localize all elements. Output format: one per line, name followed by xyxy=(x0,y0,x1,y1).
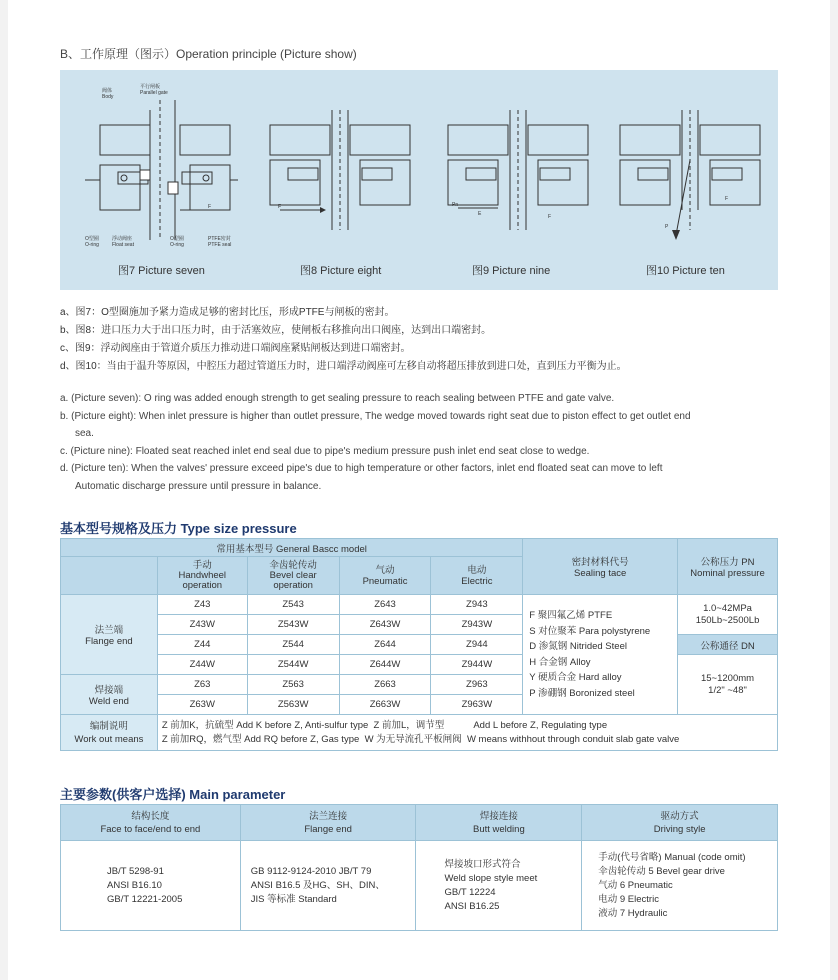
section-b-title: B、工作原理（图示）Operation principle (Picture show) xyxy=(60,47,357,61)
figure-9-diagram xyxy=(438,80,598,260)
work-out-label xyxy=(61,715,158,751)
mp-driving-item: 电动 9 Electric xyxy=(598,893,659,905)
weld-cn: 焊接端 xyxy=(94,685,124,696)
mp-length-item: GB/T 12221-2005 xyxy=(107,893,183,905)
pressure-en: Nominal pressure xyxy=(690,568,765,579)
fig7-gate-en: Parallel gate xyxy=(140,90,168,96)
model-cell: Z544W xyxy=(247,655,339,675)
fig7-float: 浮动阀座 xyxy=(112,236,133,242)
flange-cn: 法兰端 xyxy=(94,625,124,636)
mp-driving-item: 手动(代号省略) Manual (code omit) xyxy=(598,851,746,863)
fig7-caption: 图7 Picture seven xyxy=(118,265,205,277)
fig7-ptfe-en: PTFE seal xyxy=(208,242,232,248)
mp-header-length xyxy=(61,805,241,841)
col-bevel-en2: operation xyxy=(273,579,313,591)
col-electric-cn: 电动 xyxy=(467,564,487,576)
work-1a: Z 前加K，抗硫型 Add K before Z, Anti-sulfur type xyxy=(161,719,369,731)
mp-length-item: ANSI B16.10 xyxy=(107,879,162,891)
model-cell: Z963W xyxy=(431,695,523,715)
fig7-f-label: F xyxy=(208,204,212,210)
sealing-item: Y 硬质合金 Hard alloy xyxy=(529,672,622,683)
sealing-item: F 聚四氟乙烯 PTFE xyxy=(529,610,613,621)
pressure-lb: 150Lb~2500Lb xyxy=(695,614,760,626)
work-line-2 xyxy=(162,733,777,747)
mp-h0-en: Face to face/end to end xyxy=(100,823,201,835)
flange-end-label xyxy=(61,595,158,675)
en-note-d-cont: Automatic discharge pressure until pressure in balance. xyxy=(75,480,322,492)
fig7-oring-a: O型圈 xyxy=(85,236,99,242)
model-cell: Z663 xyxy=(339,675,431,695)
work-cn: 编制说明 xyxy=(89,720,128,732)
mp-h0-cn: 结构长度 xyxy=(131,810,170,822)
figure-10-diagram xyxy=(610,80,770,260)
fig10-f-label: F xyxy=(725,196,729,202)
col-bevel-en1: Bevel clear xyxy=(269,569,317,581)
work-line-1 xyxy=(162,719,777,733)
fig10-caption: 图10 Picture ten xyxy=(646,265,725,277)
mp-h1-en: Flange end xyxy=(304,823,352,835)
mp-h2-cn: 焊接连接 xyxy=(479,810,518,822)
common-model-header: 常用基本型号 General Bascc model xyxy=(61,539,523,557)
model-cell: Z543 xyxy=(247,595,339,615)
sealing-item: D 渗氮钢 Nitrided Steel xyxy=(529,641,627,652)
weld-en: Weld end xyxy=(88,696,129,707)
fig7-body-label: 阀体 xyxy=(102,88,113,94)
col-electric xyxy=(431,557,523,595)
model-cell: Z944W xyxy=(431,655,523,675)
main-param-table xyxy=(60,804,778,931)
mp-butt-item: 焊接坡口形式符合 xyxy=(444,858,521,870)
model-cell: Z943 xyxy=(431,595,523,615)
sealing-header xyxy=(523,539,678,595)
fig7-oring-b: O型圈 xyxy=(170,236,184,242)
cn-note-b: b、图8：进口压力大于出口压力时，由于活塞效应，使闸板右移推向出口阀座，达到出口端密封。 xyxy=(60,325,492,336)
mp-length-values xyxy=(61,841,241,931)
fig7-gate-cn: 平行闸板 xyxy=(140,84,161,90)
work-2b: W 为无导流孔平板闸阀 xyxy=(364,733,462,745)
mp-flange-values xyxy=(240,841,416,931)
en-note-d: d. (Picture ten): When the valves' pressure exceed pipe's due to high temperature or other factors, inlet end floated seat can move to left xyxy=(60,463,663,474)
fig9-e-label: E xyxy=(478,211,482,217)
mp-flange-item: ANSI B16.5 及HG、SH、DIN、 xyxy=(250,879,385,891)
work-2c: W means withhout through conduit slab gate valve xyxy=(466,733,680,745)
model-cell: Z643 xyxy=(339,595,431,615)
mp-length-item: JB/T 5298-91 xyxy=(107,865,164,877)
en-note-b: b. (Picture eight): When inlet pressure is higher than outlet pressure, The wedge moved towards right seat due to piston effect to get outlet end xyxy=(60,410,691,422)
fig7-body-en: Body xyxy=(102,94,114,100)
english-notes xyxy=(60,390,780,495)
col-bevel-cn: 伞齿轮传动 xyxy=(269,559,317,571)
fig10-p-label: P xyxy=(665,224,669,230)
dn-mm: 15~1200mm xyxy=(700,672,755,684)
col-handwheel-en2: operation xyxy=(182,579,223,591)
en-note-a: a. (Picture seven): O ring was added enough strength to get sealing pressure to reach sealing between PTFE and gate valve. xyxy=(60,393,615,404)
model-cell: Z944 xyxy=(431,635,523,655)
weld-end-label xyxy=(61,675,158,715)
model-cell: Z43W xyxy=(157,615,247,635)
model-cell: Z544 xyxy=(247,635,339,655)
mp-driving-item: 气动 6 Pneumatic xyxy=(598,879,673,891)
model-cell: Z44W xyxy=(157,655,247,675)
main-param-heading: 主要参数(供客户选择) Main parameter xyxy=(60,787,286,802)
model-cell: Z963 xyxy=(431,675,523,695)
page-right-edge xyxy=(830,0,838,980)
col-handwheel-en1: Handwheel xyxy=(178,569,227,581)
en-note-c: c. (Picture nine): Floated seat reached inlet end seal due to pipe's medium pressure push inlet end seat close to wedge. xyxy=(60,445,590,457)
model-cell: Z63 xyxy=(157,675,247,695)
mp-header-flange xyxy=(240,805,416,841)
col-pneumatic-en: Pneumatic xyxy=(362,575,408,587)
mp-driving-values xyxy=(582,841,778,931)
type-size-heading: 基本型号规格及压力 Type size pressure xyxy=(60,521,297,536)
sealing-item: P 渗硼钢 Boronized steel xyxy=(529,687,635,699)
mp-butt-item: Weld slope style meet xyxy=(444,872,538,884)
col-handwheel xyxy=(157,557,247,595)
col-electric-en: Electric xyxy=(461,575,493,587)
sealing-list xyxy=(523,595,678,715)
work-1c: Add L before Z, Regulating type xyxy=(473,719,608,731)
work-en: Work out means xyxy=(74,733,144,745)
pressure-mpa: 1.0~42MPa xyxy=(703,602,752,614)
flange-en: Flange end xyxy=(85,636,133,647)
mp-header-driving xyxy=(582,805,778,841)
work-1b: Z 前加L，调节型 xyxy=(373,719,445,731)
model-cell: Z563 xyxy=(247,675,339,695)
model-cell: Z643W xyxy=(339,615,431,635)
work-2a: Z 前加RQ，燃气型 Add RQ before Z, Gas type xyxy=(161,733,360,745)
mp-h3-en: Driving style xyxy=(653,823,706,835)
mp-h2-en: Butt welding xyxy=(472,823,525,835)
model-cell: Z663W xyxy=(339,695,431,715)
en-note-b-cont: sea. xyxy=(75,428,94,439)
model-cell: Z563W xyxy=(247,695,339,715)
pressure-cn: 公称压力 PN xyxy=(700,557,755,568)
fig7-oring-a-en: O-ring xyxy=(85,242,99,248)
sealing-item: S 对位聚苯 Para polystyrene xyxy=(529,625,651,637)
mp-flange-item: GB 9112-9124-2010 JB/T 79 xyxy=(250,865,372,877)
mp-h1-cn: 法兰连接 xyxy=(309,810,348,822)
fig8-f-label: F xyxy=(278,204,282,210)
figure-8-diagram xyxy=(260,80,420,260)
mp-butt-values xyxy=(416,841,582,931)
work-out-means xyxy=(157,715,777,751)
fig7-ptfe: PTFE密封 xyxy=(208,236,231,242)
fig7-oring-b-en: O-ring xyxy=(170,242,184,248)
blank-header xyxy=(61,557,158,595)
pressure-header xyxy=(678,539,778,595)
mp-flange-item: JIS 等标准 Standard xyxy=(250,893,337,905)
model-cell: Z44 xyxy=(157,635,247,655)
fig8-caption: 图8 Picture eight xyxy=(300,265,382,277)
col-pneumatic-cn: 气动 xyxy=(375,564,395,576)
fig9-caption: 图9 Picture nine xyxy=(472,265,551,277)
mp-butt-item: ANSI B16.25 xyxy=(444,900,500,912)
model-cell: Z644W xyxy=(339,655,431,675)
model-cell: Z543W xyxy=(247,615,339,635)
fig7-float-en: Float seat xyxy=(112,242,134,248)
pressure-values xyxy=(678,595,778,635)
mp-driving-item: 液动 7 Hydraulic xyxy=(598,907,668,919)
dn-values xyxy=(678,655,778,715)
page-left-edge xyxy=(0,0,8,980)
fig9-pn-label: Pn xyxy=(452,202,459,208)
figure-7-diagram xyxy=(80,80,240,260)
col-handwheel-cn: 手动 xyxy=(192,559,212,571)
cn-note-c: c、图9：浮动阀座由于管道介质压力推动进口端阀座紧贴闸板达到进口端密封。 xyxy=(60,343,411,354)
cn-note-d: d、图10：当由于温升等原因，中腔压力超过管道压力时，进口端浮动阀座可左移自动将超压排放到进口处，直到压力平衡为止。 xyxy=(60,361,627,372)
col-bevel xyxy=(247,557,339,595)
model-cell: Z43 xyxy=(157,595,247,615)
dn-label: 公称通径 DN xyxy=(678,635,778,655)
figure-panel xyxy=(60,70,778,290)
mp-h3-cn: 驱动方式 xyxy=(660,810,699,822)
mp-butt-item: GB/T 12224 xyxy=(444,886,496,898)
sealing-cn: 密封材料代号 xyxy=(571,557,629,568)
mp-header-butt xyxy=(416,805,582,841)
model-cell: Z943W xyxy=(431,615,523,635)
cn-note-a: a、图7：O型圈施加予紧力造成足够的密封比压，形成PTFE与闸板的密封。 xyxy=(60,307,395,318)
model-cell: Z63W xyxy=(157,695,247,715)
dn-inch: 1/2" ~48" xyxy=(708,684,747,696)
sealing-item: H 合金钢 Alloy xyxy=(529,656,591,668)
chinese-notes xyxy=(60,304,627,376)
model-cell: Z644 xyxy=(339,635,431,655)
mp-driving-item: 伞齿轮传动 5 Bevel gear drive xyxy=(598,865,725,877)
col-pneumatic xyxy=(339,557,431,595)
sealing-en: Sealing tace xyxy=(574,568,627,579)
fig9-f-label: F xyxy=(548,214,552,220)
type-size-table xyxy=(60,538,778,751)
